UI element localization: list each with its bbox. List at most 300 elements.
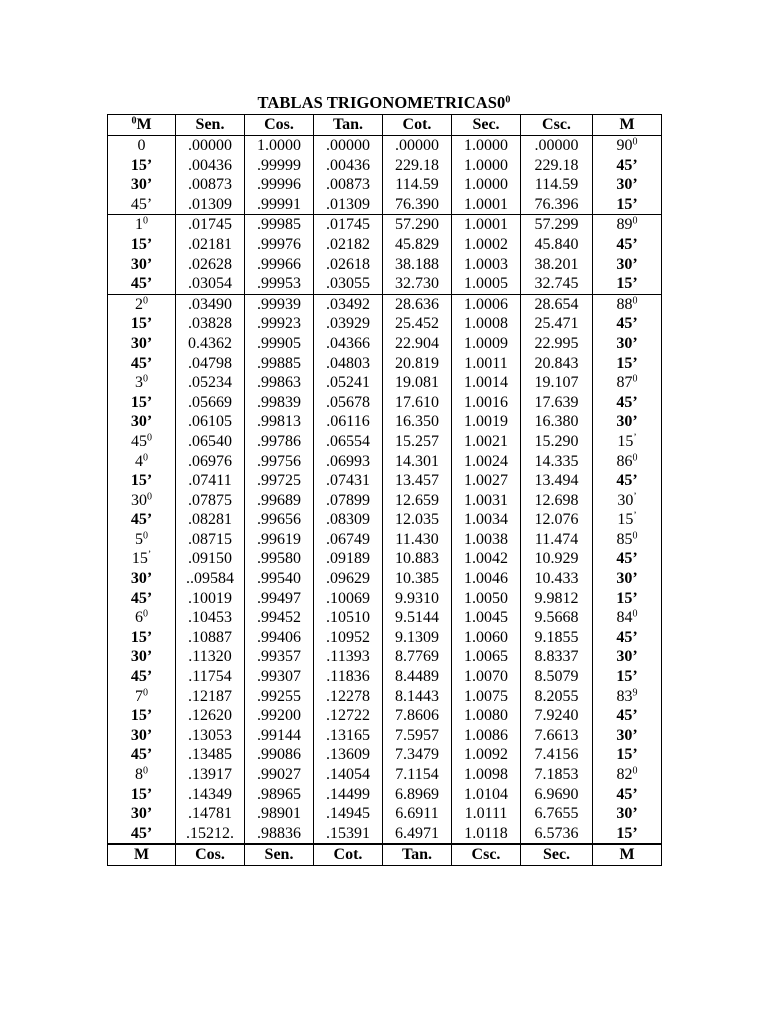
value-cell-sec: 1.0000 (452, 175, 521, 195)
angle-cell-right-value: 15’ (616, 354, 638, 372)
angle-cell-right-value: 15’ (616, 275, 638, 293)
angle-cell-left (108, 706, 176, 726)
angle-cell-right-value: 45’ (616, 393, 638, 411)
value-cell-sec: 1.0092 (452, 745, 521, 765)
value-cell-sen: .02628 (176, 255, 245, 275)
value-cell-sen: .09150 (176, 549, 245, 569)
angle-cell-right-superscript: 0 (632, 452, 638, 463)
value-cell-cos: .99813 (245, 412, 314, 432)
angle-cell-left (108, 765, 176, 785)
value-cell-sen: .11754 (176, 667, 245, 687)
value-cell-sec: 1.0021 (452, 432, 521, 452)
angle-cell-left (108, 354, 176, 374)
value-cell-cot: 13.457 (383, 471, 452, 491)
value-cell-csc: 6.9690 (521, 785, 593, 805)
angle-cell-right (593, 215, 662, 235)
angle-cell-left (108, 589, 176, 609)
angle-cell-left-value: 45’ (130, 275, 153, 293)
angle-cell-right-value: 30’ (616, 413, 638, 431)
value-cell-tan: .04366 (314, 334, 383, 354)
angle-cell-left-value: 45 (131, 432, 147, 450)
angle-cell-right (593, 549, 662, 569)
value-cell-cos: .98965 (245, 785, 314, 805)
value-cell-cot: 19.081 (383, 373, 452, 393)
table-row (108, 354, 662, 374)
angle-cell-right-value: 15’ (616, 746, 638, 764)
footer-minutes-left: M (108, 844, 176, 866)
value-cell-tan: .00000 (314, 136, 383, 156)
value-cell-sen: .00873 (176, 175, 245, 195)
value-cell-tan: .10069 (314, 589, 383, 609)
angle-cell-left-value: 30’ (130, 334, 153, 352)
value-cell-sen: .07411 (176, 471, 245, 491)
angle-cell-right-superscript: 0 (632, 765, 638, 777)
angle-cell-left-value: 2 (135, 295, 143, 313)
angle-cell-left (108, 314, 176, 334)
value-cell-cos: .99999 (245, 156, 314, 176)
angle-cell-left (108, 608, 176, 628)
value-cell-csc: 7.1853 (521, 765, 593, 785)
angle-cell-left-value: 15’ (130, 707, 153, 725)
value-cell-tan: .00873 (314, 175, 383, 195)
angle-cell-left (108, 156, 176, 176)
angle-cell-left-value: 45’ (130, 589, 153, 607)
angle-cell-left (108, 491, 176, 511)
angle-cell-left-value: 30 (131, 491, 147, 509)
value-cell-cos: .99885 (245, 354, 314, 374)
value-cell-tan: .02618 (314, 255, 383, 275)
angle-cell-right-value: 83 (616, 687, 633, 705)
table-row (108, 589, 662, 609)
value-cell-csc: 13.494 (521, 471, 593, 491)
value-cell-sen: .03054 (176, 274, 245, 294)
angle-cell-right (593, 530, 662, 550)
angle-cell-right (593, 294, 662, 314)
value-cell-cos: .98836 (245, 824, 314, 845)
table-row (108, 274, 662, 294)
value-cell-csc: 12.698 (521, 491, 593, 511)
table-row (108, 156, 662, 176)
angle-cell-right (593, 608, 662, 628)
value-cell-cot: 8.1443 (383, 687, 452, 707)
page-title (0, 93, 768, 113)
header-sen: Sen. (176, 115, 245, 136)
value-cell-tan: .03055 (314, 274, 383, 294)
value-cell-sec: 1.0070 (452, 667, 521, 687)
value-cell-csc: 114.59 (521, 175, 593, 195)
angle-cell-right-value: 88 (616, 295, 633, 313)
value-cell-sen: .13917 (176, 765, 245, 785)
value-cell-cos: .99580 (245, 549, 314, 569)
value-cell-cos: .99307 (245, 667, 314, 687)
value-cell-cot: 32.730 (383, 274, 452, 294)
value-cell-cos: .99497 (245, 589, 314, 609)
value-cell-cos: .99619 (245, 530, 314, 550)
value-cell-csc: 28.654 (521, 294, 593, 314)
table-header (108, 115, 662, 136)
value-cell-cos: .99786 (245, 432, 314, 452)
value-cell-sec: 1.0031 (452, 491, 521, 511)
value-cell-sec: 1.0086 (452, 726, 521, 746)
value-cell-tan: .06554 (314, 432, 383, 452)
value-cell-cos: .99086 (245, 745, 314, 765)
table-row (108, 549, 662, 569)
footer-csc: Csc. (452, 844, 521, 866)
angle-cell-right (593, 824, 662, 845)
angle-cell-left-value: 45’ (130, 195, 153, 213)
value-cell-cot: 7.3479 (383, 745, 452, 765)
value-cell-sec: 1.0003 (452, 255, 521, 275)
value-cell-cos: .99027 (245, 765, 314, 785)
angle-cell-left-superscript: 0 (147, 491, 152, 503)
value-cell-tan: .15391 (314, 824, 383, 845)
value-cell-sec: 1.0046 (452, 569, 521, 589)
value-cell-csc: 9.9812 (521, 589, 593, 609)
angle-cell-right (593, 255, 662, 275)
angle-cell-right-value: 30’ (616, 726, 638, 744)
angle-cell-left-value: 45’ (130, 824, 153, 842)
value-cell-tan: .00436 (314, 156, 383, 176)
footer-row (108, 844, 662, 866)
table-row (108, 706, 662, 726)
angle-cell-left-superscript: 0 (143, 452, 148, 463)
angle-cell-left (108, 824, 176, 845)
header-degree-mark: 0 (131, 115, 137, 127)
angle-cell-left-value: 5 (135, 530, 143, 548)
value-cell-sec: 1.0001 (452, 195, 521, 215)
value-cell-tan: .08309 (314, 510, 383, 530)
angle-cell-right-value: 15 (617, 511, 634, 529)
table-row (108, 136, 662, 156)
table-row (108, 647, 662, 667)
value-cell-sen: 0.4362 (176, 334, 245, 354)
value-cell-csc: 76.396 (521, 195, 593, 215)
value-cell-tan: .14054 (314, 765, 383, 785)
angle-cell-right-value: 85 (616, 530, 633, 548)
angle-cell-right (593, 589, 662, 609)
value-cell-sec: 1.0080 (452, 706, 521, 726)
angle-cell-right-value: 45’ (616, 315, 638, 333)
value-cell-csc: 38.201 (521, 255, 593, 275)
angle-cell-right (593, 314, 662, 334)
table-row (108, 334, 662, 354)
value-cell-sen: .06105 (176, 412, 245, 432)
value-cell-sec: 1.0045 (452, 608, 521, 628)
angle-cell-left (108, 804, 176, 824)
value-cell-csc: 6.5736 (521, 824, 593, 845)
value-cell-sen: .04798 (176, 354, 245, 374)
value-cell-tan: .13165 (314, 726, 383, 746)
value-cell-tan: .04803 (314, 354, 383, 374)
header-cos: Cos. (245, 115, 314, 136)
value-cell-cos: .99406 (245, 628, 314, 648)
value-cell-sec: 1.0034 (452, 510, 521, 530)
value-cell-tan: .10952 (314, 628, 383, 648)
table-row (108, 235, 662, 255)
value-cell-cot: 28.636 (383, 294, 452, 314)
value-cell-csc: 10.433 (521, 569, 593, 589)
angle-cell-right-value: 89 (616, 216, 633, 234)
value-cell-sec: 1.0104 (452, 785, 521, 805)
angle-cell-left-value: 15’ (130, 393, 153, 411)
value-cell-csc: 45.840 (521, 235, 593, 255)
angle-cell-left (108, 569, 176, 589)
angle-cell-right (593, 175, 662, 195)
value-cell-csc: 9.1855 (521, 628, 593, 648)
angle-cell-left-value: 15’ (130, 785, 153, 803)
angle-cell-left-superscript: 0 (143, 215, 148, 227)
angle-cell-left-value: 6 (135, 609, 143, 627)
value-cell-sen: .01745 (176, 215, 245, 235)
value-cell-cos: .99976 (245, 235, 314, 255)
value-cell-cot: 8.7769 (383, 647, 452, 667)
table-row (108, 255, 662, 275)
value-cell-cos: .99756 (245, 452, 314, 472)
angle-cell-right-value: 30 (617, 491, 634, 509)
angle-cell-right (593, 274, 662, 294)
footer-minutes-right: M (593, 844, 662, 866)
angle-cell-right-value: 45’ (616, 707, 638, 725)
value-cell-sen: .05669 (176, 393, 245, 413)
angle-cell-left (108, 785, 176, 805)
table-row (108, 195, 662, 215)
angle-cell-right-value: 30’ (616, 805, 638, 823)
angle-cell-right-superscript: ’ (633, 491, 637, 503)
value-cell-sec: 1.0005 (452, 274, 521, 294)
angle-cell-left-value: 0 (137, 137, 146, 154)
angle-cell-left (108, 667, 176, 687)
value-cell-sen: .08281 (176, 510, 245, 530)
table-row (108, 628, 662, 648)
angle-cell-right (593, 195, 662, 215)
angle-cell-left-superscript: ’ (147, 549, 152, 561)
angle-cell-right (593, 647, 662, 667)
value-cell-cos: .99200 (245, 706, 314, 726)
angle-cell-left-value: 15’ (130, 156, 153, 174)
angle-cell-left-value: 1 (135, 216, 143, 234)
footer-cot: Cot. (314, 844, 383, 866)
table-row (108, 510, 662, 530)
table-row (108, 432, 662, 452)
value-cell-cos: .99689 (245, 491, 314, 511)
angle-cell-right (593, 667, 662, 687)
table-row (108, 745, 662, 765)
footer-cos: Cos. (176, 844, 245, 866)
value-cell-sec: 1.0060 (452, 628, 521, 648)
value-cell-cot: 7.8606 (383, 706, 452, 726)
value-cell-sen: .01309 (176, 195, 245, 215)
value-cell-csc: 57.299 (521, 215, 593, 235)
value-cell-sec: 1.0024 (452, 452, 521, 472)
value-cell-cos: .99939 (245, 294, 314, 314)
value-cell-sen: .12187 (176, 687, 245, 707)
value-cell-cos: .99725 (245, 471, 314, 491)
table-row (108, 471, 662, 491)
value-cell-csc: 20.843 (521, 354, 593, 374)
value-cell-tan: .13609 (314, 745, 383, 765)
value-cell-csc: 7.9240 (521, 706, 593, 726)
angle-cell-left (108, 687, 176, 707)
value-cell-tan: .12278 (314, 687, 383, 707)
angle-cell-left (108, 452, 176, 472)
angle-cell-left-value: 30’ (130, 805, 153, 823)
value-cell-sec: 1.0001 (452, 215, 521, 235)
value-cell-cot: 20.819 (383, 354, 452, 374)
value-cell-cos: .99991 (245, 195, 314, 215)
header-csc: Csc. (521, 115, 593, 136)
value-cell-csc: 8.2055 (521, 687, 593, 707)
angle-cell-left-value: 45’ (130, 354, 153, 372)
value-cell-cot: 25.452 (383, 314, 452, 334)
table-row (108, 785, 662, 805)
angle-cell-right-superscript: 0 (632, 608, 638, 620)
value-cell-csc: 229.18 (521, 156, 593, 176)
angle-cell-right (593, 471, 662, 491)
angle-cell-right-value: 84 (616, 609, 633, 627)
value-cell-sec: 1.0075 (452, 687, 521, 707)
value-cell-csc: 9.5668 (521, 608, 593, 628)
value-cell-sec: 1.0098 (452, 765, 521, 785)
angle-cell-right (593, 452, 662, 472)
value-cell-sec: 1.0027 (452, 471, 521, 491)
value-cell-tan: .01309 (314, 195, 383, 215)
angle-cell-right-superscript: ’ (633, 432, 637, 444)
angle-cell-left-superscript: 0 (143, 765, 148, 777)
angle-cell-left-value: 3 (135, 374, 143, 392)
value-cell-csc: 17.639 (521, 393, 593, 413)
value-cell-csc: 8.5079 (521, 667, 593, 687)
table-row (108, 491, 662, 511)
value-cell-cot: 76.390 (383, 195, 452, 215)
angle-cell-right (593, 334, 662, 354)
page-title-text: TABLAS TRIGONOMETRICAS0 (257, 93, 506, 112)
value-cell-sec: 1.0016 (452, 393, 521, 413)
footer-sec: Sec. (521, 844, 593, 866)
value-cell-sec: 1.0050 (452, 589, 521, 609)
angle-cell-left (108, 215, 176, 235)
table-row (108, 569, 662, 589)
value-cell-cot: 12.035 (383, 510, 452, 530)
header-minutes-right: M (593, 115, 662, 136)
angle-cell-right (593, 136, 662, 156)
angle-cell-right-value: 15’ (616, 589, 638, 607)
header-cot: Cot. (383, 115, 452, 136)
angle-cell-right-value: 82 (616, 766, 633, 783)
trig-table (107, 114, 662, 866)
angle-cell-right-value: 15’ (616, 824, 638, 842)
value-cell-sec: 1.0011 (452, 354, 521, 374)
value-cell-cot: 57.290 (383, 215, 452, 235)
angle-cell-right-superscript: 0 (632, 136, 638, 148)
angle-cell-left-superscript: 0 (143, 530, 148, 542)
angle-cell-left (108, 136, 176, 156)
table-row (108, 765, 662, 785)
angle-cell-left (108, 745, 176, 765)
value-cell-cot: 12.659 (383, 491, 452, 511)
value-cell-sen: .11320 (176, 647, 245, 667)
angle-cell-right-value: 15’ (616, 195, 638, 213)
angle-cell-left (108, 235, 176, 255)
footer-tan: Tan. (383, 844, 452, 866)
value-cell-sen: .14781 (176, 804, 245, 824)
value-cell-tan: .09189 (314, 549, 383, 569)
angle-cell-left-value: 45’ (130, 668, 153, 686)
value-cell-sec: 1.0038 (452, 530, 521, 550)
table-row (108, 412, 662, 432)
value-cell-csc: 8.8337 (521, 647, 593, 667)
table-row (108, 804, 662, 824)
value-cell-sec: 1.0000 (452, 156, 521, 176)
value-cell-csc: 6.7655 (521, 804, 593, 824)
table-row (108, 726, 662, 746)
value-cell-cos: .99839 (245, 393, 314, 413)
value-cell-cos: .99863 (245, 373, 314, 393)
angle-cell-left (108, 432, 176, 452)
value-cell-tan: .05678 (314, 393, 383, 413)
header-minutes-left-label: M (136, 116, 152, 133)
angle-cell-right-superscript: 0 (632, 373, 638, 385)
value-cell-sen: .13053 (176, 726, 245, 746)
value-cell-csc: 22.995 (521, 334, 593, 354)
value-cell-cot: 14.301 (383, 452, 452, 472)
value-cell-sec: 1.0019 (452, 412, 521, 432)
angle-cell-right (593, 156, 662, 176)
angle-cell-left (108, 510, 176, 530)
table-row (108, 393, 662, 413)
value-cell-cot: 10.883 (383, 549, 452, 569)
angle-cell-left (108, 294, 176, 314)
table-row (108, 824, 662, 845)
value-cell-cot: 114.59 (383, 175, 452, 195)
value-cell-cot: 229.18 (383, 156, 452, 176)
angle-cell-left-value: 45’ (130, 511, 153, 529)
value-cell-sen: .00000 (176, 136, 245, 156)
angle-cell-left (108, 393, 176, 413)
value-cell-sen: .08715 (176, 530, 245, 550)
angle-cell-right (593, 491, 662, 511)
value-cell-csc: .00000 (521, 136, 593, 156)
value-cell-cot: 6.6911 (383, 804, 452, 824)
value-cell-cot: 9.5144 (383, 608, 452, 628)
value-cell-cos: .99985 (245, 215, 314, 235)
angle-cell-right (593, 354, 662, 374)
value-cell-cos: .99923 (245, 314, 314, 334)
value-cell-cos: .99656 (245, 510, 314, 530)
value-cell-cot: 11.430 (383, 530, 452, 550)
value-cell-cot: 22.904 (383, 334, 452, 354)
angle-cell-right (593, 726, 662, 746)
value-cell-sen: .10019 (176, 589, 245, 609)
header-tan: Tan. (314, 115, 383, 136)
angle-cell-right (593, 804, 662, 824)
value-cell-sen: .13485 (176, 745, 245, 765)
table-row (108, 452, 662, 472)
value-cell-tan: .07899 (314, 491, 383, 511)
angle-cell-left-superscript: 0 (147, 432, 152, 444)
value-cell-cot: 10.385 (383, 569, 452, 589)
value-cell-sen: .05234 (176, 373, 245, 393)
angle-cell-right-value: 45’ (616, 785, 638, 803)
angle-cell-left-superscript: 0 (143, 295, 148, 307)
angle-cell-left (108, 549, 176, 569)
value-cell-tan: .10510 (314, 608, 383, 628)
angle-cell-left (108, 647, 176, 667)
angle-cell-left (108, 334, 176, 354)
angle-cell-right (593, 706, 662, 726)
value-cell-csc: 7.6613 (521, 726, 593, 746)
angle-cell-right (593, 765, 662, 785)
angle-cell-right-value: 45’ (616, 235, 638, 253)
